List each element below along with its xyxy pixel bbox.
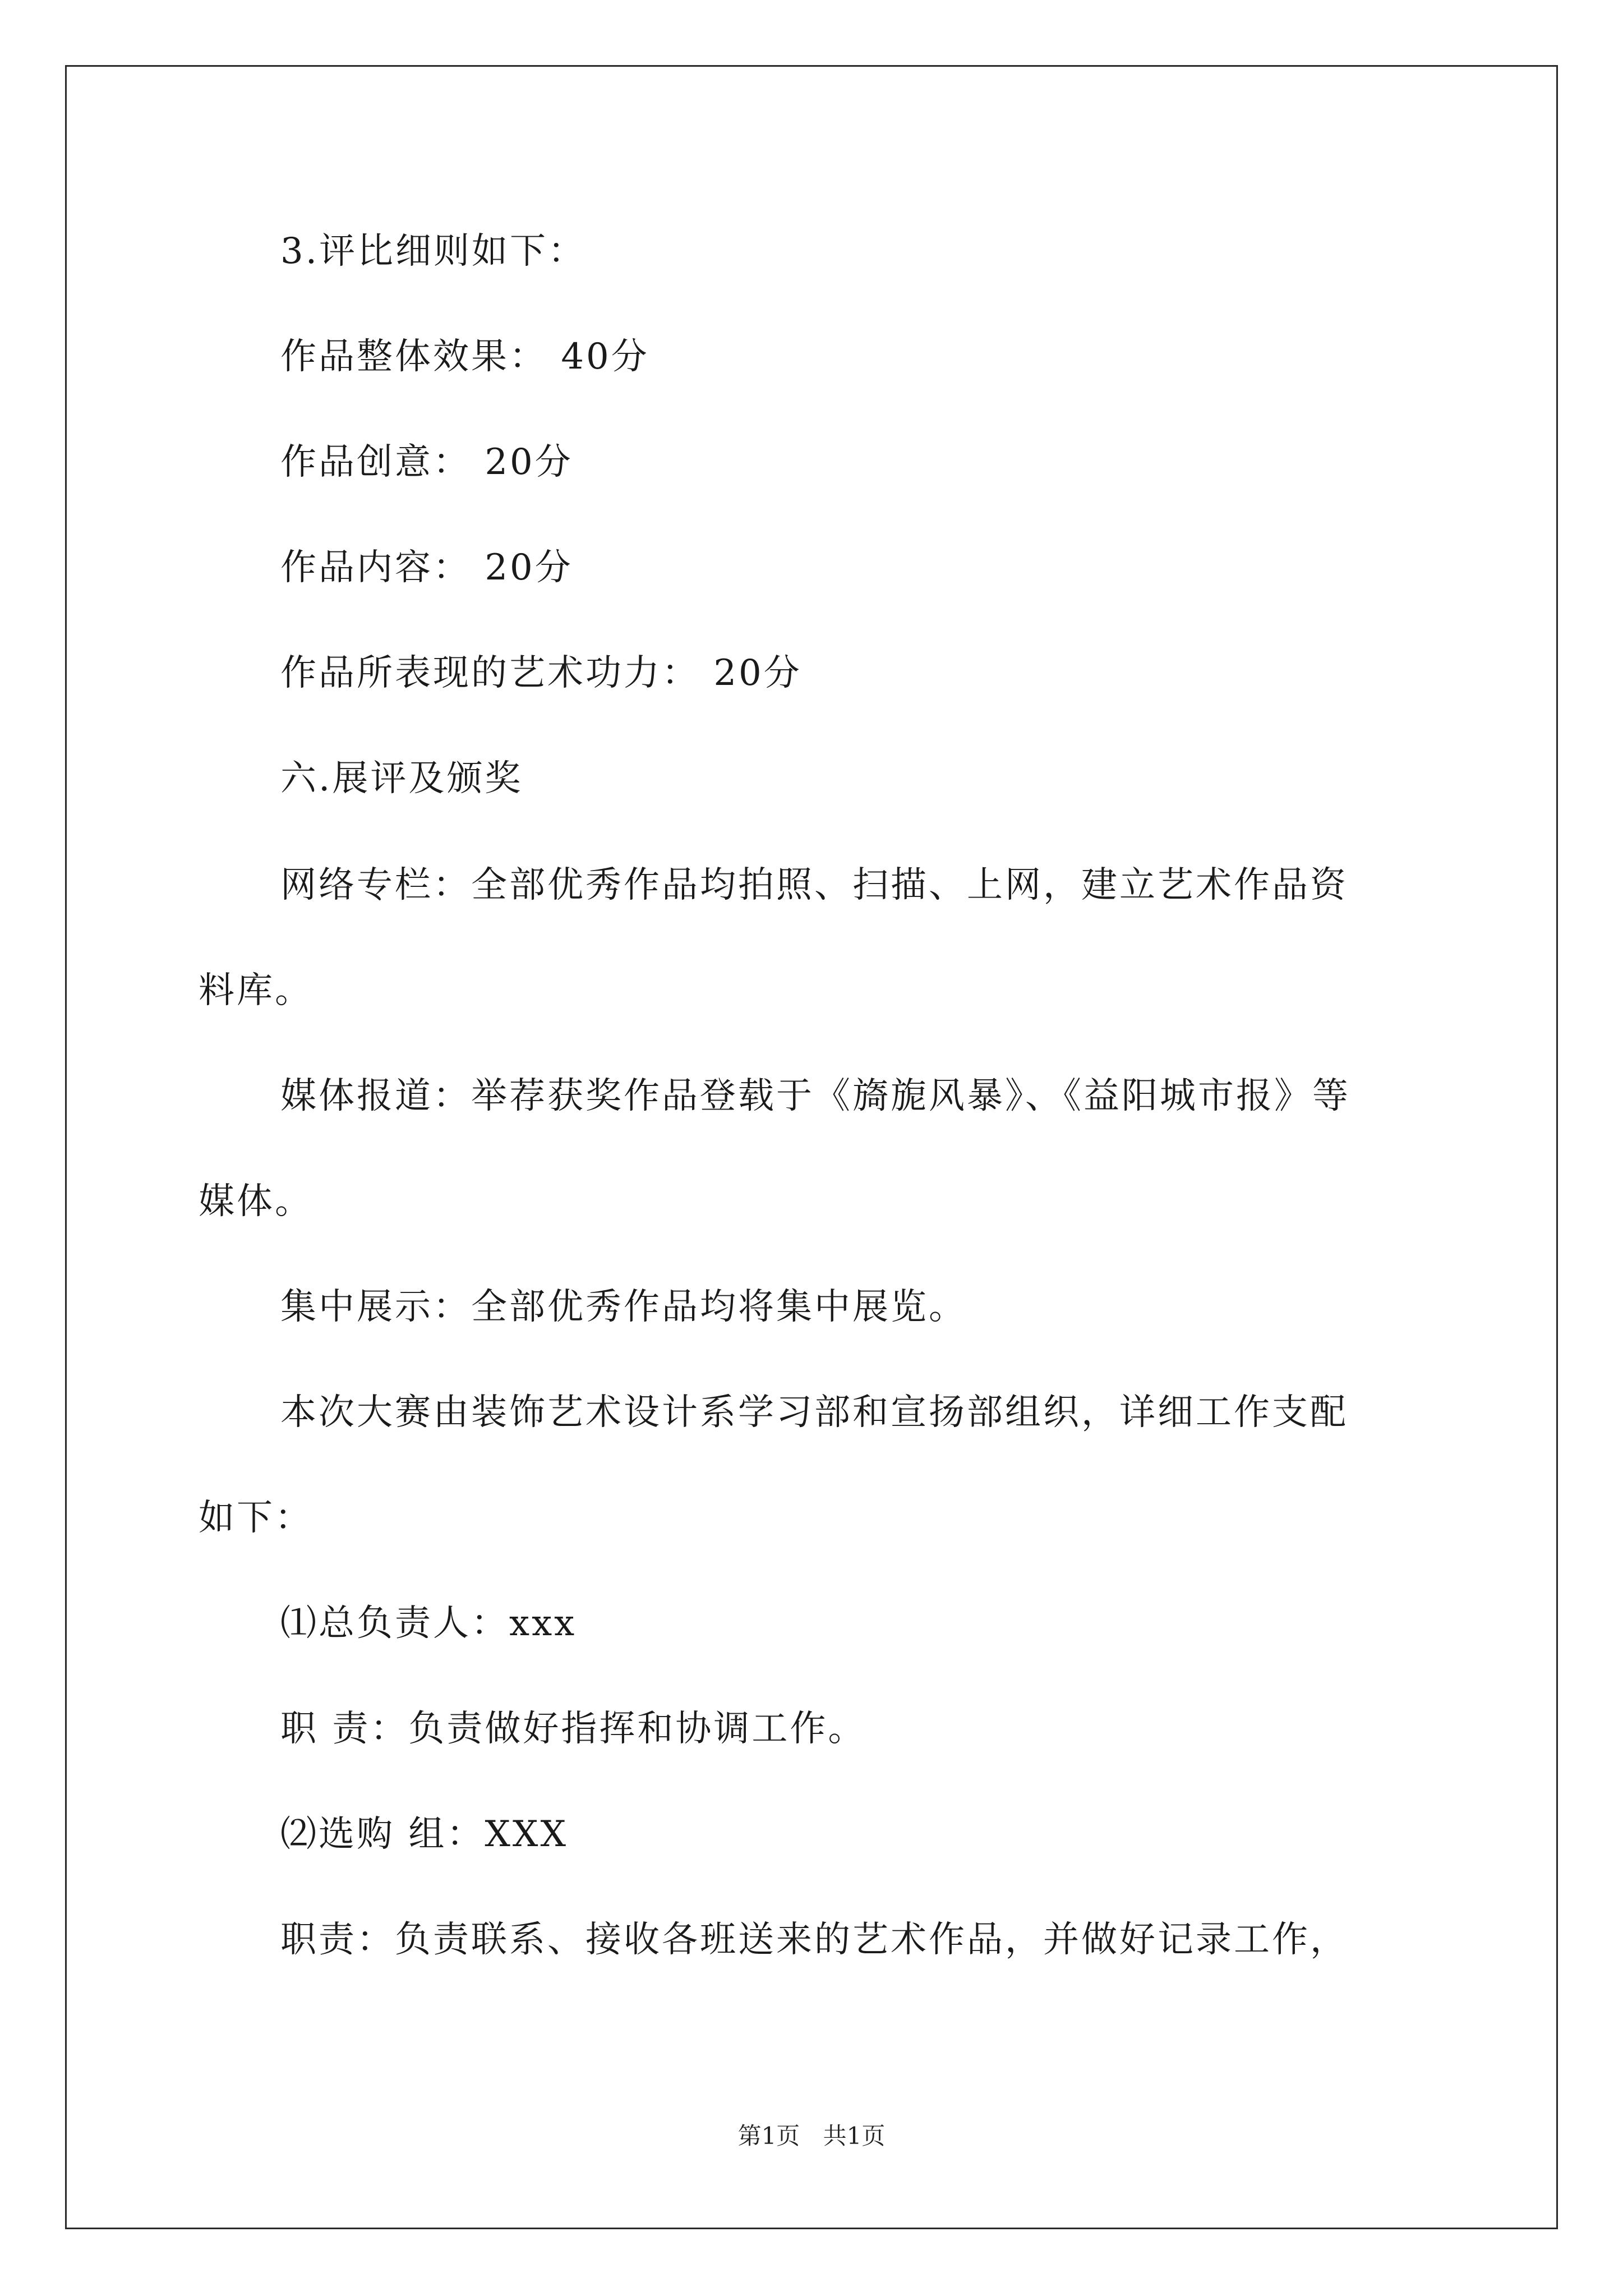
page-footer [0,2120,1623,2152]
paragraph-collection-group: ⑵选购 组：XXX [280,1814,569,1855]
paragraph-content-score: 作品内容： 20分 [280,547,573,588]
paragraph-scoring-rules-heading: 3.评比细则如下： [280,231,587,272]
page-number-current: 第1页 [737,2122,800,2150]
page-border [65,65,1558,2229]
paragraph-organization: 本次大赛由装饰艺术设计系学习部和宣扬部组织，详细工作支配 [280,1392,1348,1433]
paragraph-online-column: 网络专栏：全部优秀作品均拍照、扫描、上网，建立艺术作品资 [280,864,1348,906]
paragraph-overall-effect-score: 作品整体效果： 40分 [280,336,649,378]
paragraph-creativity-score: 作品创意： 20分 [280,441,573,483]
section-heading-exhibition-awards: 六.展评及颁奖 [280,758,523,799]
paragraph-collection-duties: 职责：负责联系、接收各班送来的艺术作品，并做好记录工作， [280,1919,1348,1961]
paragraph-chief-duties: 职 责：负责做好指挥和协调工作。 [280,1708,866,1750]
paragraph-artistic-skill-score: 作品所表现的艺术功力： 20分 [280,652,802,694]
paragraph-chief-responsible: ⑴总负责人：xxx [280,1603,577,1644]
paragraph-central-exhibition: 集中展示：全部优秀作品均将集中展览。 [280,1286,967,1328]
paragraph-media-coverage: 媒体报道：举荐获奖作品登载于《旖旎风暴》、《益阳城市报》等 [280,1075,1350,1117]
page-number-total: 共1页 [823,2122,886,2150]
paragraph-media-coverage-cont: 媒体。 [199,1181,313,1222]
paragraph-online-column-cont: 料库。 [199,970,313,1011]
paragraph-organization-cont: 如下： [199,1497,313,1539]
